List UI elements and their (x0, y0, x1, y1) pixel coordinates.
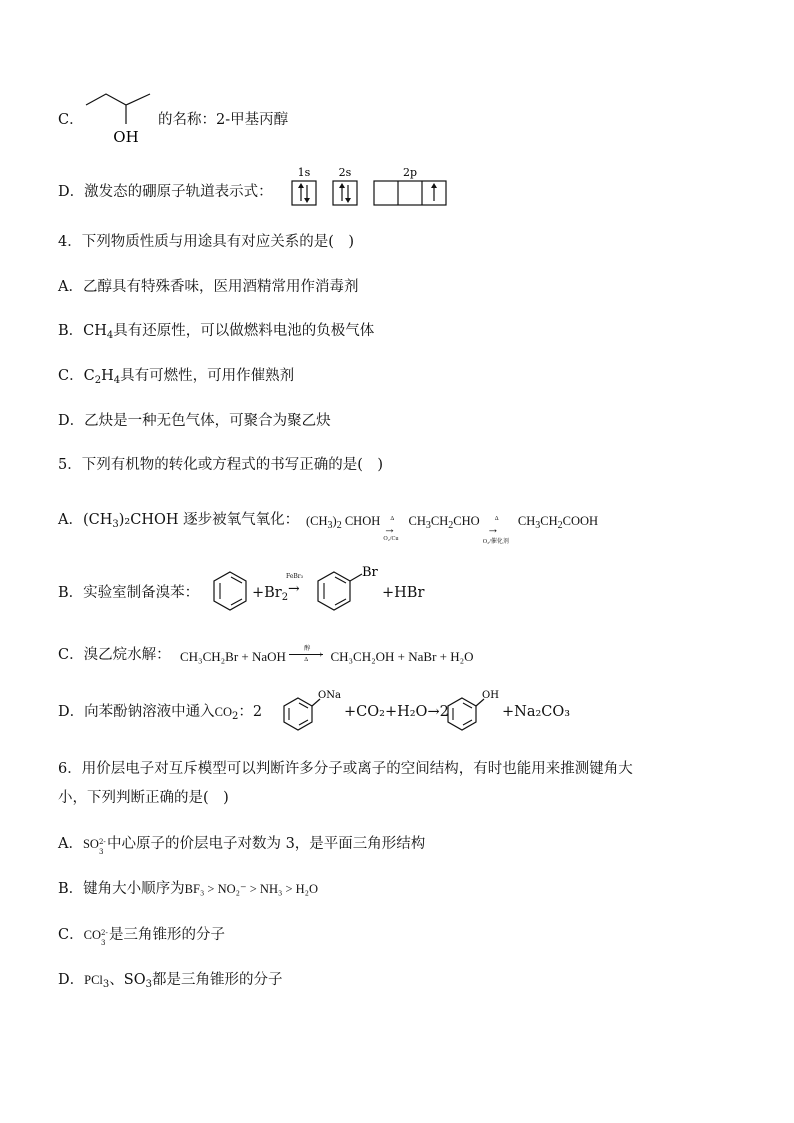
q4-option-b (58, 321, 374, 346)
q6-d-pcl: PCl (84, 973, 103, 987)
q6-c-sub: 3 (100, 939, 106, 947)
q5-c-cond-bot: Δ (304, 657, 309, 663)
orbital-1s-label: 1s (297, 166, 311, 179)
q4-c-h: H (101, 368, 114, 384)
q5-a-eq-part: CHOH (344, 514, 381, 528)
orbital-1s-box (292, 181, 316, 205)
q5-c-eq-right: CH₃CH₂OH + NaBr + H₂O (330, 649, 474, 664)
q4-b-text: 具有还原性，可以做燃料电池的负极气体 (113, 323, 375, 339)
ona-label: ONa (318, 690, 341, 701)
orbital-2s-box (333, 181, 357, 205)
q5-b-product: +HBr (382, 585, 425, 601)
q5-c-cond-top: 醇 (304, 646, 311, 652)
q3-option-c-label: C． (58, 112, 84, 128)
q5-b-br2: +Br (252, 585, 282, 601)
q4-option-c (58, 366, 294, 391)
q6-c-ion: CO (83, 928, 101, 942)
q6-a-sub: 3 (98, 848, 104, 856)
q6-a-charge: 2- (98, 838, 106, 846)
q4-c-text: 具有可燃性，可用作催熟剂 (120, 368, 295, 384)
q5-c-arrow: 醇 › Δ (289, 647, 327, 661)
q5-d-label: D．向苯酚钠溶液中通入 (58, 704, 215, 720)
q5-d-co2: CO (214, 705, 232, 719)
q5-a-cond1: O₂/Cu (383, 536, 399, 542)
q4-option-d: D．乙炔是一种无色气体，可聚合为聚乙炔 (58, 413, 331, 429)
q5-a-equation: $(CH_3)_2$ CHOH Δ → O₂/Cu $CH_3CH_2CHO$ Δ → O₂/催化剂 $CH_3CH_2COOH$ (306, 514, 599, 545)
q6-d-label: D． (58, 972, 85, 988)
q6-a-ion: SO (82, 837, 99, 851)
q5-a-formula: A．(CH (58, 512, 113, 528)
q5-stem: 5．下列有机物的转化或方程式的书写正确的是( ) (58, 457, 384, 473)
q4-c-sub1: 2 (94, 375, 102, 386)
q5-option-a (58, 510, 299, 535)
q6-c-charge: 2- (100, 929, 108, 937)
orbital-2s-label: 2s (338, 166, 352, 179)
q5-a-eq-part: COOH (562, 514, 599, 528)
q6-option-b (58, 879, 318, 899)
benzene-ring-reactant (210, 566, 250, 616)
q6-b-sequence: BF₃ > NO₂⁻ > NH₃ > H₂O (184, 882, 319, 896)
q5-a-eq-part: CH (540, 514, 558, 528)
q5-a-eq-part: CH (430, 514, 449, 528)
q5-d-mid: +CO₂+H₂O→2 (344, 704, 449, 720)
q4-c-formula: C．C (58, 368, 95, 384)
q5-option-b-label: B．实验室制备溴苯： (58, 585, 200, 601)
q6-c-label: C． (58, 927, 84, 943)
q6-b-label: B．键角大小顺序为 (58, 881, 185, 897)
q6-d-sub1: 3 (102, 979, 110, 990)
orbital-2p-box (374, 181, 446, 205)
q4-c-sub2: 4 (113, 375, 121, 386)
q6-d-sub2: 3 (145, 979, 152, 990)
q6-a-text: 中心原子的价层电子对数为 3，是平面三角形结构 (106, 836, 426, 852)
q6-a-label: A． (58, 836, 83, 852)
q4-stem: 4．下列物质性质与用途具有对应关系的是( ) (58, 234, 355, 250)
q5-a-text: )₂CHOH 逐步被氧气氧化： (118, 512, 300, 528)
q5-a-eq-part: (CH (306, 514, 328, 528)
q6-stem-line1: 6．用价层电子对互斥模型可以判断许多分子或离子的空间结构，有时也能用来推测键角大 (58, 761, 633, 777)
q5-a-eq-part: CHO (453, 514, 480, 528)
oh-label: OH (482, 690, 499, 701)
q5-a-eq-part: CH (517, 514, 536, 528)
q5-d-colon: ：2 (238, 704, 263, 720)
q6-d-text: 都是三角锥形的分子 (151, 972, 283, 988)
q5-a-delta2: Δ (494, 516, 499, 522)
q3-option-d-label: D．激发态的硼原子轨道表示式： (58, 184, 273, 200)
q6-option-d (58, 970, 282, 995)
sodium-phenoxide-structure (278, 686, 342, 732)
orbital-2p-label: 2p (402, 166, 418, 179)
q5-a-cond2: O₂/催化剂 (482, 539, 509, 545)
q5-a-eq-part: ) (332, 514, 337, 528)
q4-b-sub: 4 (106, 330, 114, 341)
boron-orbital-diagram (288, 163, 453, 209)
q6-d-so: 、SO (109, 972, 146, 988)
bromobenzene-structure (310, 562, 390, 618)
q6-stem-line2: 小，下列判断正确的是( ) (58, 790, 229, 806)
q6-option-c (58, 925, 225, 945)
q4-option-a: A．乙醇具有特殊香味，医用酒精常用作消毒剂 (58, 279, 359, 295)
q5-option-c-label: C．溴乙烷水解： (58, 647, 171, 663)
phenol-structure (442, 686, 504, 732)
q5-c-equation (180, 647, 474, 665)
q4-b-formula: B．CH (58, 323, 107, 339)
q5-option-d: D．向苯酚钠溶液中通入$CO_2$：2 (58, 704, 263, 722)
q6-c-text: 是三角锥形的分子 (108, 927, 225, 943)
q5-c-eq-left: CH₃CH₂Br + NaOH (180, 649, 286, 664)
bromine-label: Br (362, 565, 378, 580)
q3-option-c-text: 的名称：2-甲基丙醇 (158, 112, 289, 128)
q5-a-sub: 3 (112, 519, 119, 530)
q5-b-plus-br: $+Br_2$ (252, 585, 289, 603)
q6-option-a (58, 834, 425, 854)
q5-d-end: +Na₂CO₃ (502, 704, 571, 720)
q5-a-delta1: Δ (390, 516, 395, 522)
q5-a-eq-part: CH (408, 514, 426, 528)
butanol-skeletal-structure (80, 86, 165, 146)
structure-oh-label: OH (113, 128, 139, 146)
q5-b-catalyst: FeBr₃ (286, 573, 304, 580)
